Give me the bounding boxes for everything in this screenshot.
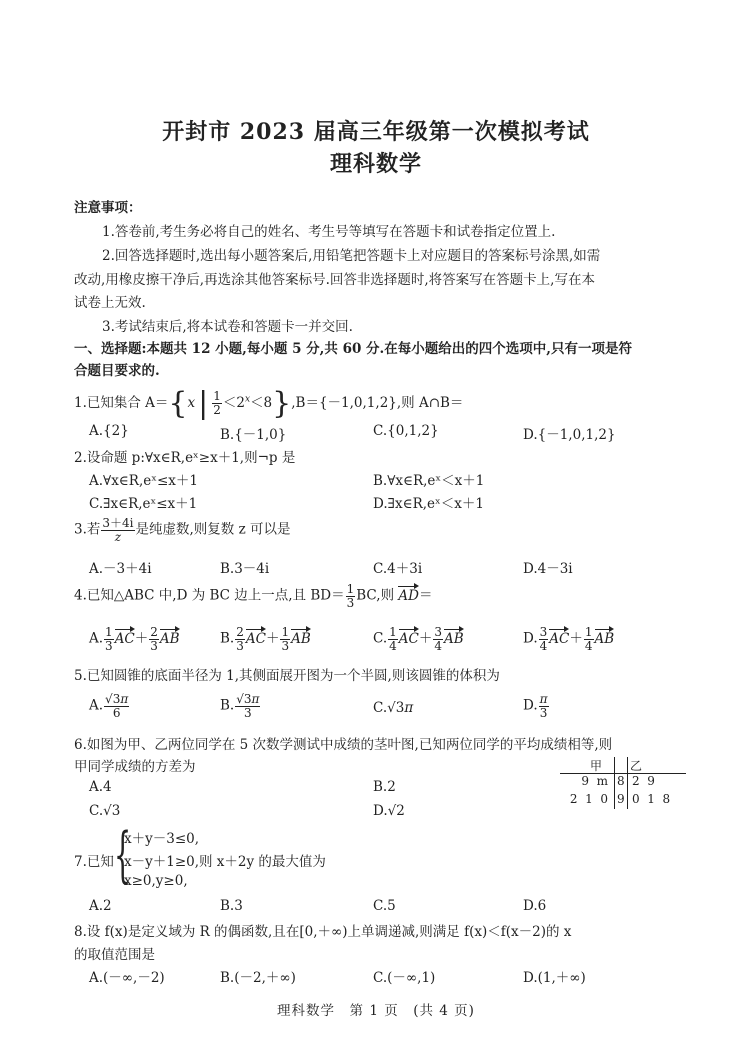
question-4-option-a: A. $\frac{1}{3}$ AC＋ $\frac{2}{3}$ AB (89, 625, 180, 653)
page-footer: 理科数学 第 1 页 (共 4 页) (277, 1003, 475, 1019)
question-7-option-a: A.2 (89, 898, 112, 914)
question-5-option-a: A. $\frac{√3\pi}{6}$ (89, 692, 129, 720)
question-6-option-d: D.√2 (373, 803, 405, 819)
stem-leaf-divider-left (614, 757, 615, 809)
notice-item-1: 1.答卷前,考生务必将自己的姓名、考生号等填写在答题卡和试卷指定位置上. (102, 224, 556, 240)
stem-leaf-head-left: 甲 (590, 759, 603, 773)
question-1-stem-end: ,B＝{－1,0,1,2},则 A∩B＝ (291, 395, 464, 411)
question-2-stem: 2.设命题 p:∀x∈R,eˣ≥x＋1,则¬p 是 (74, 450, 296, 466)
question-3-stem (74, 517, 291, 543)
question-8-stem-line2: 的取值范围是 (74, 947, 155, 963)
question-5-option-b: B. $\frac{√3\pi}{3}$ (220, 692, 260, 720)
section-heading-line2: 合题目要求的. (74, 363, 160, 379)
exam-subject: 理科数学 (329, 151, 422, 177)
question-4-stem-end: ＝ (418, 587, 433, 604)
question-7-stem-start: 7.已知 (74, 854, 114, 870)
question-3-fraction-numerator: 3＋4i (102, 516, 134, 530)
question-4-option-d: D. $\frac{3}{4}$ AC＋ $\frac{1}{4}$ AB (523, 625, 615, 653)
question-2-option-d: D.∃x∈R,eˣ＜x＋1 (373, 496, 484, 512)
question-4-stem-mid: BC,则 (356, 587, 395, 604)
question-8-option-c: C.(－∞,1) (373, 970, 436, 986)
question-5-option-c-label: C. (373, 700, 388, 716)
question-7-constraint-2: x－y＋1≥0,则 x＋2y 的最大值为 (124, 854, 326, 870)
question-8-option-b: B.(－2,＋∞) (220, 970, 296, 986)
question-7-option-d: D.6 (523, 898, 547, 914)
question-1-option-b: B.{－1,0} (220, 427, 287, 443)
section-heading-line1: 一、选择题:本题共 12 小题,每小题 5 分,共 60 分.在每小题给出的四个选项中,只有一项是符 (74, 341, 632, 357)
question-5-option-a-label: A. (89, 697, 104, 714)
question-3-option-a: A.－3＋4i (89, 561, 152, 577)
question-5-option-d: D. $\frac{\pi}{3}$ (523, 692, 548, 720)
notice-item-3: 3.考试结束后,将本试卷和答题卡一并交回. (102, 319, 353, 335)
question-5-option-b-label: B. (220, 697, 235, 714)
question-7-option-b: B.3 (220, 898, 243, 914)
stem-leaf-row1-right: 2 9 (632, 774, 655, 788)
question-8-stem-line1: 8.设 f(x)是定义域为 R 的偶函数,且在[0,＋∞)上单调递减,则满足 f(x)＜f(x－2)的 x (74, 924, 572, 940)
question-8-option-a: A.(－∞,－2) (89, 970, 165, 986)
question-3-option-c: C.4＋3i (373, 561, 423, 577)
question-4-option-b: B. $\frac{2}{3}$ AC＋ $\frac{1}{3}$ AB (220, 625, 311, 653)
notice-item-2-line3: 试卷上无效. (74, 295, 146, 311)
question-6-option-b: B.2 (373, 779, 396, 795)
question-1-option-c: C.{0,1,2} (373, 423, 439, 439)
question-1-option-a: A.{2} (89, 423, 129, 439)
question-7-constraint-3: x≥0,y≥0, (124, 873, 188, 889)
stem-leaf-row2-right: 0 1 8 (632, 792, 671, 806)
question-1-stem: 1.已知集合 A＝{x | $\frac{1}{2}$ $<2^x<8\},B=\{-1,0,1,2\}$,则 A∩B＝ (74, 386, 464, 421)
question-5-option-d-label: D. (523, 697, 538, 714)
question-6-stem-line2: 甲同学成绩的方差为 (74, 759, 196, 775)
question-6-stem-line1: 6.如图为甲、乙两位同学在 5 次数学测试中成绩的茎叶图,已知两位同学的平均成绩相等,则 (74, 737, 613, 753)
exam-title: 开封市 2023 届高三年级第一次模拟考试 (162, 119, 590, 145)
question-3-option-b: B.3－4i (220, 561, 270, 577)
question-1-stem-start: 1.已知集合 A＝ (74, 395, 169, 411)
question-6-option-a: A.4 (89, 779, 112, 795)
question-5-option-c: C.√3π (373, 700, 414, 716)
question-6-option-c: C.√3 (89, 803, 121, 819)
stem-leaf-divider-right (627, 757, 628, 809)
question-7-brace: { (114, 820, 132, 890)
stem-leaf-head-right: 乙 (630, 759, 643, 773)
question-1-option-d: D.{－1,0,1,2} (523, 427, 616, 443)
stem-leaf-row2-left: 2 1 0 (569, 792, 608, 806)
question-7-constraint-1: x＋y－3≤0, (124, 831, 200, 847)
question-3-fraction-denominator: z (114, 529, 122, 544)
question-4-stem: 4.已知△ABC 中,D 为 BC 边上一点,且 BD＝ $\frac{1}{3}$ BC,则 AD＝ (74, 582, 433, 610)
question-8-option-d: D.(1,＋∞) (523, 970, 586, 986)
question-5-stem: 5.已知圆锥的底面半径为 1,其侧面展开图为一个半圆,则该圆锥的体积为 (74, 668, 500, 684)
question-2-option-c: C.∃x∈R,eˣ≤x＋1 (89, 496, 198, 512)
question-2-option-b: B.∀x∈R,eˣ＜x＋1 (373, 473, 485, 489)
question-4-stem-start: 4.已知△ABC 中,D 为 BC 边上一点,且 BD＝ (74, 587, 345, 604)
question-3-option-d: D.4－3i (523, 561, 573, 577)
notice-heading: 注意事项： (74, 200, 142, 216)
stem-leaf-row1-stem: 8 (617, 774, 625, 788)
stem-leaf-row2-stem: 9 (617, 792, 625, 806)
question-4-option-c: C. $\frac{1}{4}$ AC＋ $\frac{3}{4}$ AB (373, 625, 464, 653)
question-7-option-c: C.5 (373, 898, 396, 914)
stem-leaf-row1-left: 9 m (581, 774, 608, 788)
question-3-stem-start: 3.若 (74, 521, 101, 538)
stem-leaf-diagram (560, 757, 686, 809)
question-3-stem-end: 是纯虚数,则复数 z 可以是 (135, 521, 291, 538)
notice-item-2-line2: 改动,用橡皮擦干净后,再选涂其他答案标号.回答非选择题时,将答案写在答题卡上,写在本 (74, 272, 595, 288)
notice-item-2-line1: 2.回答选择题时,选出每小题答案后,用铅笔把答题卡上对应题目的答案标号涂黑,如需 (102, 248, 601, 264)
question-2-option-a: A.∀x∈R,eˣ≤x＋1 (89, 473, 198, 489)
